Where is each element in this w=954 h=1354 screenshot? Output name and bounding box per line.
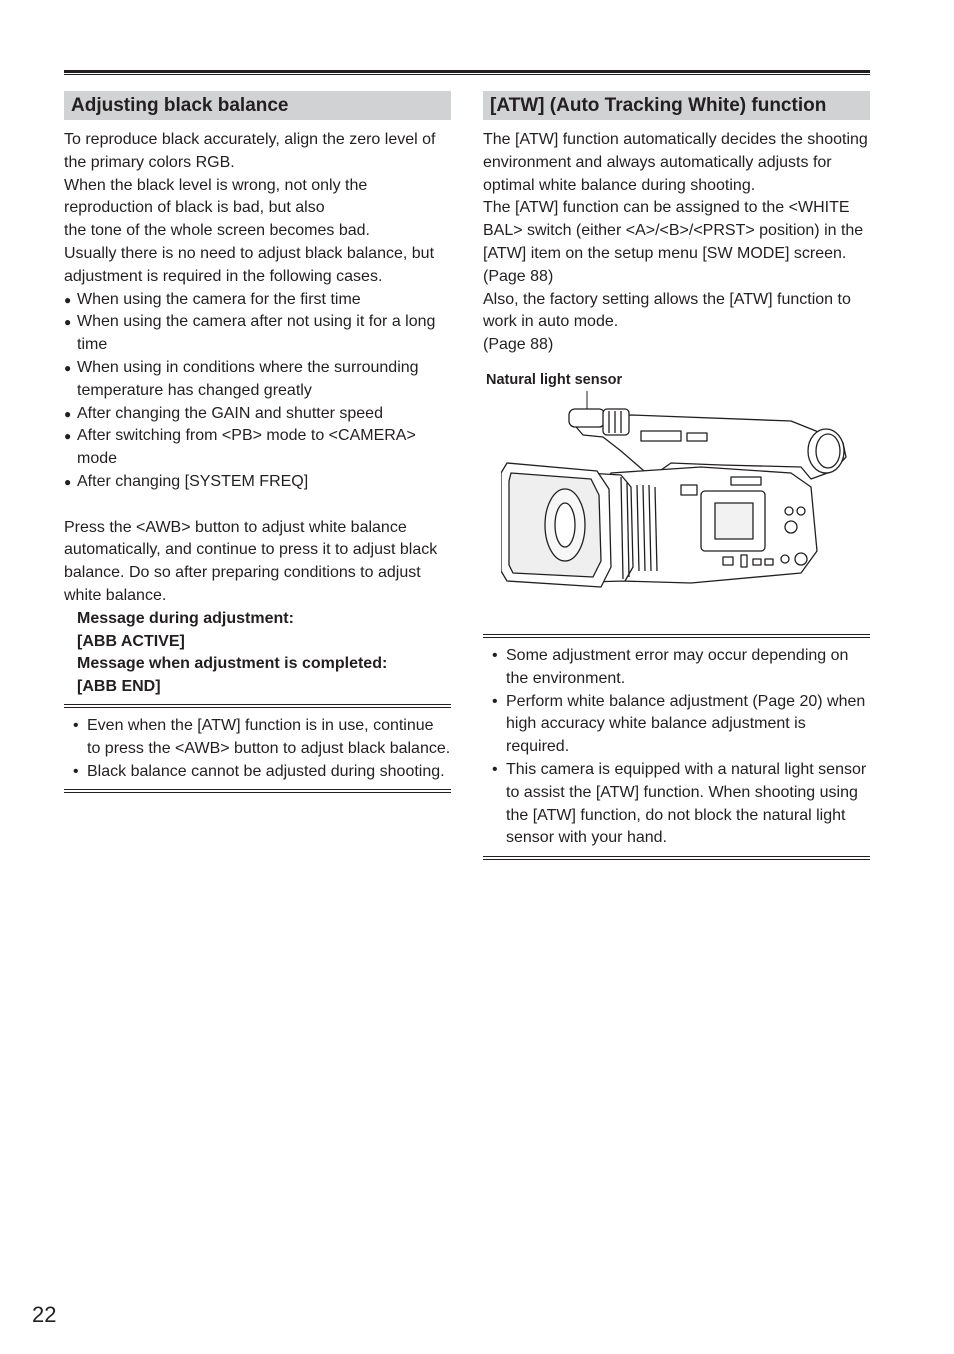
- instruction-paragraph: Press the <AWB> button to adjust white balance automatically, and continue to press it to adjust black balance. Do so after preparing conditions to adjust white balance.: [64, 518, 438, 604]
- notes-bottom-rule: [483, 856, 870, 860]
- intro-paragraph: When the black level is wrong, not only the reproduction of black is bad, but also: [64, 176, 368, 217]
- note-item: • Even when the [ATW] function is in use, continue to press the <AWB> button to adjust black balance.: [73, 716, 451, 757]
- message-value: [ABB END]: [77, 678, 161, 696]
- left-column: [64, 91, 451, 793]
- note-item: • This camera is equipped with a natural light sensor to assist the [ATW] function. When shooting using the [ATW] function, do not block the natural light sensor with your hand.: [492, 760, 867, 847]
- notes-bottom-rule: [64, 789, 451, 793]
- bullet-icon: ●: [64, 429, 72, 444]
- note-item: • Some adjustment error may occur depending on the environment.: [492, 646, 849, 687]
- intro-paragraph: the tone of the whole screen becomes bad.: [64, 222, 370, 240]
- atw-paragraph: (Page 88): [483, 336, 554, 354]
- list-item: ● When using the camera after not using it for a long time: [64, 313, 436, 354]
- list-item: ● After changing [SYSTEM FREQ]: [64, 471, 451, 494]
- note-item: • Perform white balance adjustment (Page 20) when high accuracy white balance adjustment is required.: [492, 692, 866, 756]
- bullet-icon: •: [492, 646, 498, 664]
- section-heading-black-balance: Adjusting black balance: [64, 91, 451, 120]
- intro-paragraph: Usually there is no need to adjust black balance, but adjustment is required in the following cases.: [64, 244, 435, 285]
- atw-paragraph: The [ATW] function can be assigned to the <WHITE BAL> switch (either <A>/<B>/<PRST> position) in the [ATW] item on the setup menu [SW MODE] screen. (Page 88): [483, 199, 864, 285]
- bullet-icon: •: [73, 716, 79, 734]
- camera-illustration: [501, 391, 847, 613]
- notes-list: [483, 638, 870, 850]
- list-item: ● When using in conditions where the surrounding temperature has changed greatly: [64, 358, 419, 399]
- message-label: Message when adjustment is completed:: [77, 655, 388, 673]
- atw-paragraph: The [ATW] function automatically decides the shooting environment and always automatically adjusts for optimal white balance during shooting.: [483, 131, 868, 194]
- cases-list: [64, 289, 451, 494]
- list-item: ● After switching from <PB> mode to <CAMERA> mode: [64, 427, 416, 468]
- message-label: Message during adjustment:: [77, 609, 294, 627]
- bullet-icon: •: [73, 762, 79, 780]
- note-item: • Black balance cannot be adjusted during shooting.: [64, 761, 451, 784]
- page-number: 22: [32, 1302, 57, 1327]
- bullet-icon: ●: [64, 315, 72, 330]
- section-heading-atw: [ATW] (Auto Tracking White) function: [483, 91, 870, 120]
- notes-list: [64, 708, 451, 783]
- atw-paragraph: Also, the factory setting allows the [ATW] function to work in auto mode.: [483, 290, 851, 331]
- bullet-icon: •: [492, 692, 498, 710]
- top-rule: [64, 70, 870, 75]
- bullet-icon: •: [492, 760, 498, 778]
- list-item: ● When using the camera for the first time: [64, 289, 451, 312]
- list-item: ● After changing the GAIN and shutter speed: [64, 403, 451, 426]
- intro-paragraph: To reproduce black accurately, align the zero level of the primary colors RGB.: [64, 131, 436, 171]
- bullet-icon: ●: [64, 360, 72, 375]
- bullet-icon: ●: [64, 474, 72, 489]
- right-column: [483, 91, 870, 860]
- message-value: [ABB ACTIVE]: [77, 632, 185, 650]
- figure-label: Natural light sensor: [486, 371, 623, 388]
- bullet-icon: ●: [64, 406, 72, 421]
- bullet-icon: ●: [64, 292, 72, 307]
